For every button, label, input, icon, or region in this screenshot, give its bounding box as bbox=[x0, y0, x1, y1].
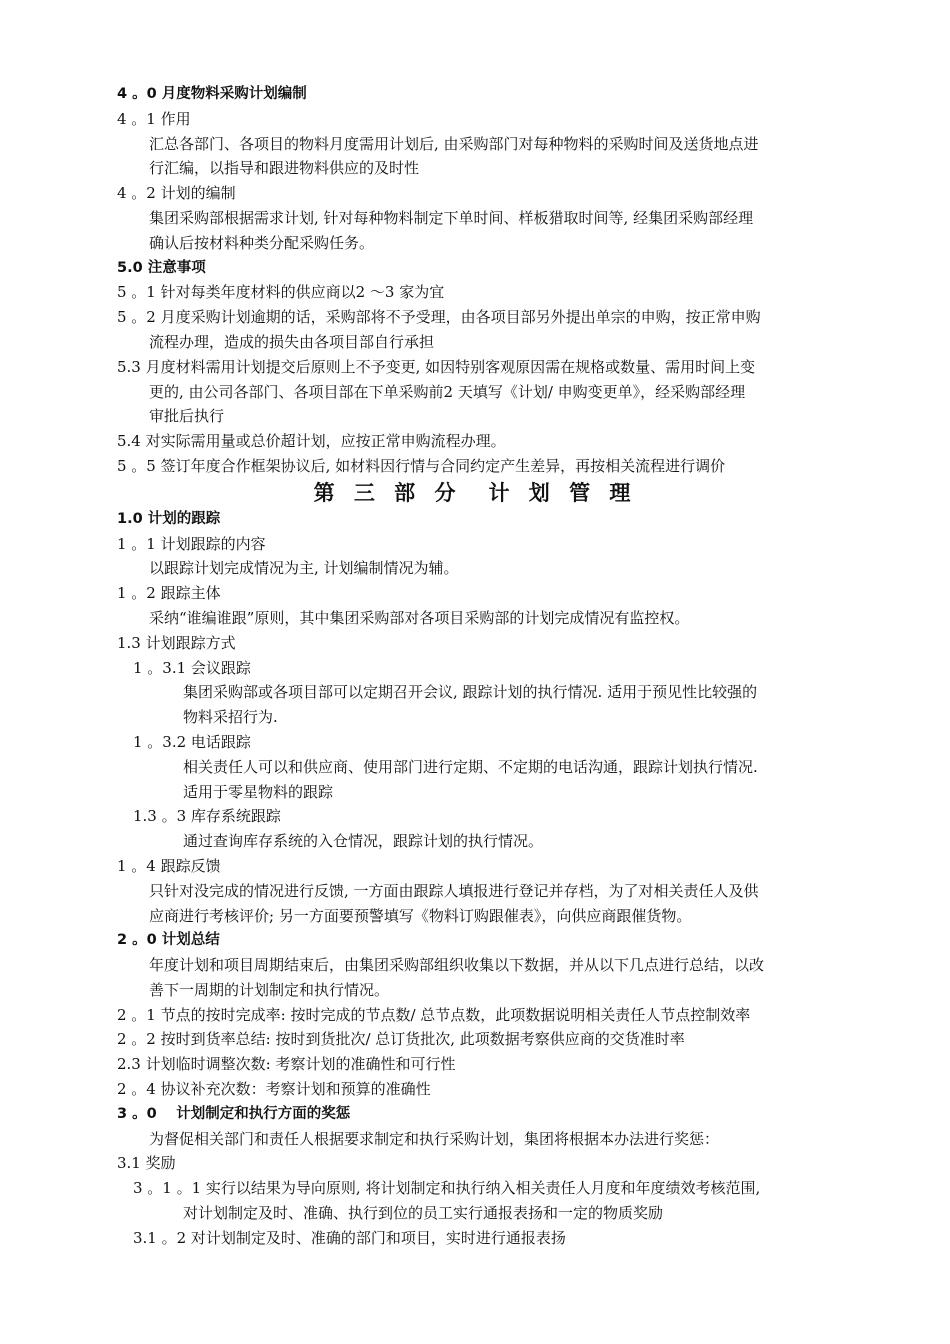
text-line: 1 。3.2 电话跟踪 bbox=[133, 732, 251, 751]
text-line: 2 。2 按时到货率总结: 按时到货批次/ 总订货批次, 此项数据考察供应商的交货准时率 bbox=[117, 1030, 685, 1049]
heading-line: 1.0 计划的跟踪 bbox=[117, 510, 221, 527]
text-line: 3.1 奖励 bbox=[117, 1154, 176, 1173]
heading-line: 2 。0 计划总结 bbox=[117, 932, 220, 949]
text-line: 应商进行考核评价; 另一方面要预警填写《物料订购跟催表》，向供应商跟催货物。 bbox=[149, 906, 692, 925]
text-line: 2 。1 节点的按时完成率: 按时完成的节点数/ 总节点数，此项数据说明相关责任人节点控制效率 bbox=[117, 1005, 751, 1024]
text-line: 5.4 对实际需用量或总价超计划，应按正常申购流程办理。 bbox=[117, 432, 506, 451]
text-line: 对计划制定及时、准确、执行到位的员工实行通报表扬和一定的物质奖励 bbox=[183, 1204, 664, 1223]
text-line: 相关责任人可以和供应商、使用部门进行定期、不定期的电话沟通，跟踪计划执行情况. bbox=[183, 757, 758, 776]
text-line: 采纳“谁编谁跟”原则，其中集团采购部对各项目采购部的计划完成情况有监控权。 bbox=[149, 608, 690, 627]
text-line: 只针对没完成的情况进行反馈, 一方面由跟踪人填报进行登记并存档，为了对相关责任人及供 bbox=[149, 881, 759, 900]
text-line: 汇总各部门、各项目的物料月度需用计划后, 由采购部门对每种物料的采购时间及送货地点进 bbox=[149, 134, 759, 153]
text-line: 1.3 计划跟踪方式 bbox=[117, 633, 236, 652]
text-line: 5.3 月度材料需用计划提交后原则上不予变更, 如因特别客观原因需在规格或数量、需用时间上变 bbox=[117, 357, 756, 376]
text-line: 审批后执行 bbox=[149, 407, 225, 426]
text-line: 1 。2 跟踪主体 bbox=[117, 584, 221, 603]
text-line: 2.3 计划临时调整次数: 考察计划的准确性和可行性 bbox=[117, 1055, 456, 1074]
text-line: 1.3 。3 库存系统跟踪 bbox=[133, 807, 281, 826]
section-title: 第 三 部 分 计 划 管 理 bbox=[313, 480, 637, 505]
text-line: 3 。1 。1 实行以结果为导向原则, 将计划制定和执行纳入相关责任人月度和年度绩效考核范围, bbox=[133, 1179, 761, 1198]
document-page bbox=[0, 82, 950, 1251]
text-line: 通过查询库存系统的入仓情况，跟踪计划的执行情况。 bbox=[183, 832, 544, 851]
text-line: 更的, 由公司各部门、各项目部在下单采购前2 天填写《计划/ 申购变更单》，经采购部经理 bbox=[149, 382, 746, 401]
heading-line: 3 。0 计划制定和执行方面的奖惩 bbox=[117, 1105, 351, 1122]
text-line: 为督促相关部门和责任人根据要求制定和执行采购计划，集团将根据本办法进行奖惩： bbox=[149, 1129, 720, 1148]
text-line: 善下一周期的计划制定和执行情况。 bbox=[149, 980, 390, 999]
text-line: 4 。2 计划的编制 bbox=[117, 184, 236, 203]
text-line: 5 。2 月度采购计划逾期的话，采购部将不予受理，由各项目部另外提出单宗的申购，按正常申购 bbox=[117, 308, 761, 327]
text-line: 4 。1 作用 bbox=[117, 109, 191, 128]
text-line: 5 。1 针对每类年度材料的供应商以2 ～3 家为宜 bbox=[117, 283, 445, 302]
text-line: 集团采购部或各项目部可以定期召开会议, 跟踪计划的执行情况. 适用于预见性比较强的 bbox=[183, 683, 758, 702]
text-line: 适用于零星物料的跟踪 bbox=[183, 782, 334, 801]
text-line: 2 。4 协议补充次数：考察计划和预算的准确性 bbox=[117, 1080, 431, 1099]
text-line: 以跟踪计划完成情况为主, 计划编制情况为辅。 bbox=[149, 559, 459, 578]
heading-line: 5.0 注意事项 bbox=[117, 259, 206, 276]
text-line: 1 。3.1 会议跟踪 bbox=[133, 658, 251, 677]
text-line: 5 。5 签订年度合作框架协议后, 如材料因行情与合同约定产生差异，再按相关流程进行调价 bbox=[117, 456, 726, 475]
text-line: 集团采购部根据需求计划, 针对每种物料制定下单时间、样板猎取时间等, 经集团采购部经理 bbox=[149, 208, 754, 227]
text-line: 1 。4 跟踪反馈 bbox=[117, 856, 221, 875]
heading-line: 4 。0 月度物料采购计划编制 bbox=[117, 86, 307, 102]
text-line: 行汇编，以指导和跟进物料供应的及时性 bbox=[149, 159, 420, 178]
text-line: 物料采招行为. bbox=[183, 708, 278, 727]
text-line: 确认后按材料种类分配采购任务。 bbox=[149, 233, 375, 252]
text-line: 流程办理，造成的损失由各项目部自行承担 bbox=[149, 332, 435, 351]
text-line: 年度计划和项目周期结束后，由集团采购部组织收集以下数据，并从以下几点进行总结，以改 bbox=[149, 956, 765, 975]
text-line: 1 。1 计划跟踪的内容 bbox=[117, 534, 266, 553]
text-line: 3.1 。2 对计划制定及时、准确的部门和项目，实时进行通报表扬 bbox=[133, 1228, 566, 1247]
